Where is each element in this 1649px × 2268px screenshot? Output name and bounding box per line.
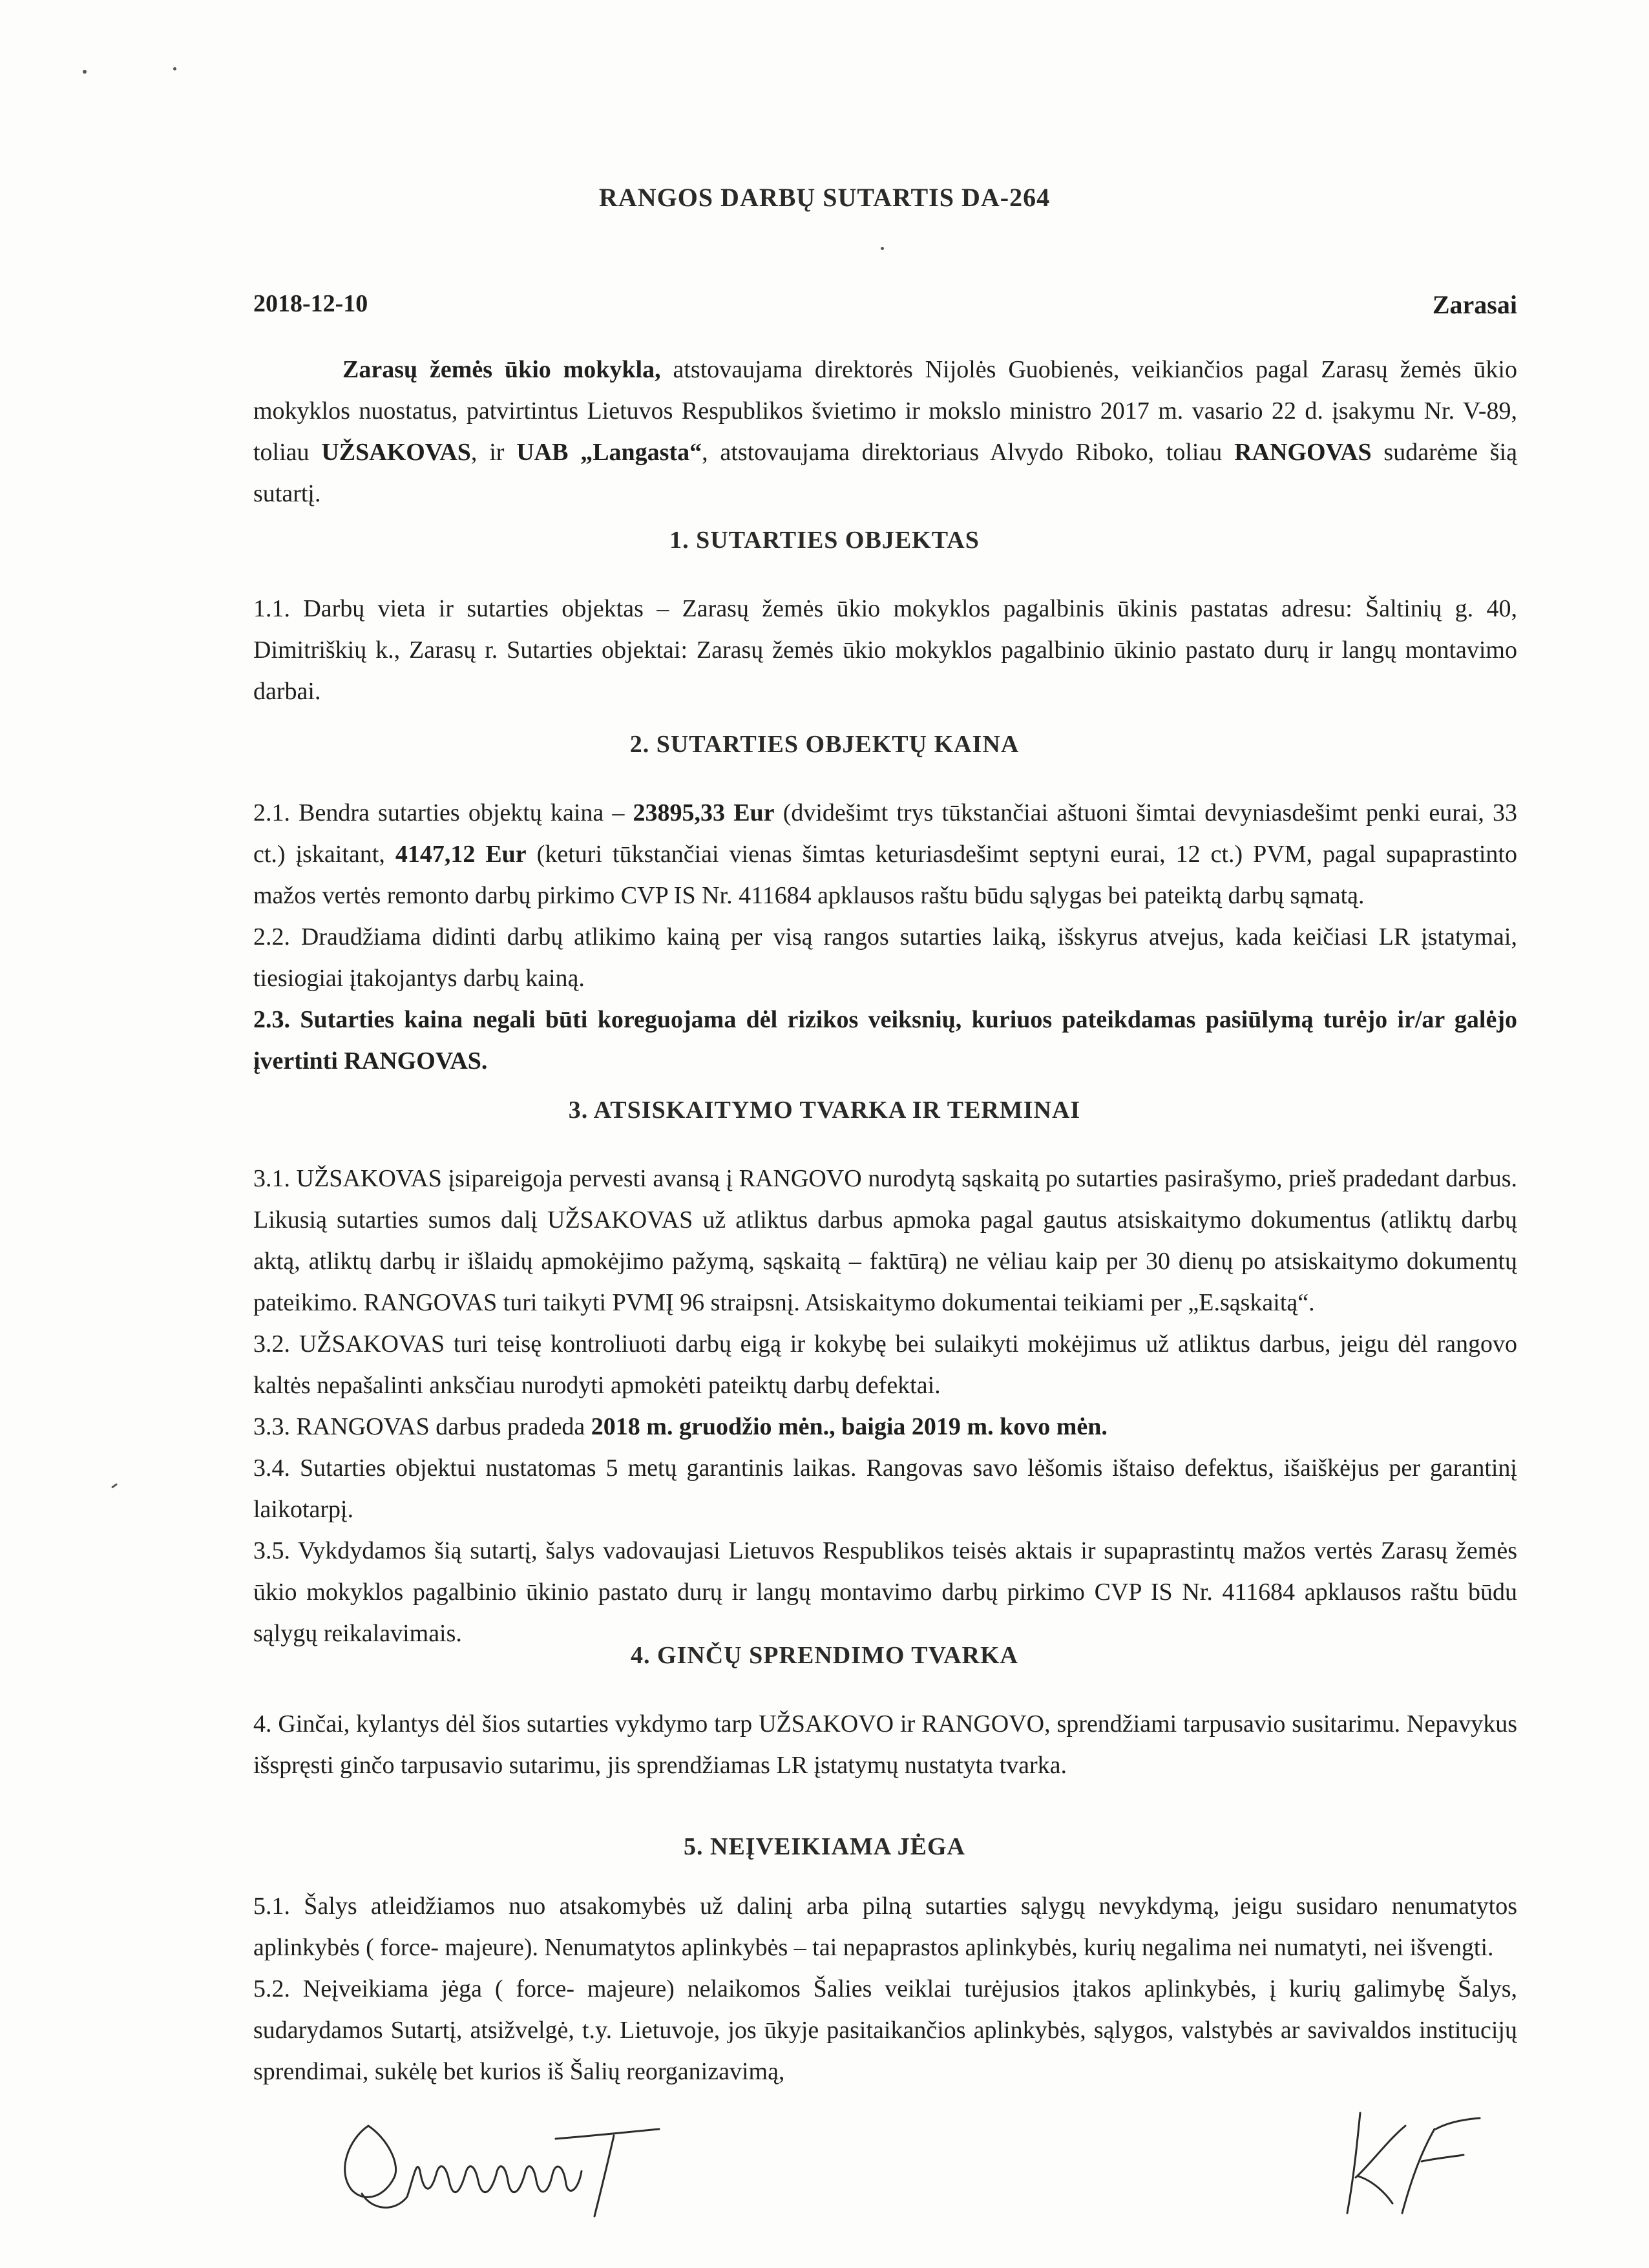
party-customer: Zarasų žemės ūkio mokykla, bbox=[342, 356, 661, 383]
scan-speck bbox=[111, 1483, 118, 1488]
scan-speck bbox=[881, 247, 884, 250]
clause-2-2: 2.2. Draudžiama didinti darbų atlikimo kainą per visą rangos sutarties laiką, išskyrus atvejus, kada keičiasi LR įstatymai, tiesiogiai įtakojantys darbų kainą. bbox=[253, 923, 1517, 992]
clause-5-1: 5.1. Šalys atleidžiamos nuo atsakomybės už dalinį arba pilną sutarties sąlygų nevykdymą, jeigu susidaro nenumatytos aplinkybės ( force- majeure). Nenumatytos aplinkybės – tai nepaprastos aplinkybės, kurių negalima nei numatyti, nei išvengti. bbox=[253, 1893, 1517, 1961]
work-end: baigia 2019 m. kovo mėn. bbox=[841, 1413, 1108, 1440]
clause-text bbox=[835, 1413, 842, 1440]
intro-text: , atstovaujama direktoriaus Alvydo Riboko, toliau bbox=[702, 439, 1235, 466]
clause-3-4: 3.4. Sutarties objektui nustatomas 5 metų garantinis laikas. Rangovas savo lėšomis ištaiso defektus, išaiškėjus per garantinį laikotarpį. bbox=[253, 1454, 1517, 1523]
intro-text: atstovaujama direktorės Nijolės Guobienės, veikiančios pagal Zarasų žemės ūkio mokyklos nuostatus, patvirtintus Lietuvos Respublikos švietimo ir mokslo ministro 2017 m. vasario 22 d. įsakymu Nr. V-89, toliau bbox=[253, 356, 1517, 466]
contractor-signature bbox=[1325, 2100, 1493, 2223]
work-start: 2018 m. gruodžio mėn., bbox=[591, 1413, 835, 1440]
clause-3-1: 3.1. UŽSAKOVAS įsipareigoja pervesti avansą į RANGOVO nurodytą sąskaitą po sutarties pasirašymo, prieš pradedant darbus. Likusią sutarties sumos dalį UŽSAKOVAS už atliktus darbus apmoka pagal gautus atsiskaitymo dokumentus (atliktų darbų aktą, atliktų darbų ir išlaidų apmokėjimo pažymą, sąskaitą – faktūrą) ne vėliau kaip per 30 dienų po atsiskaitymo dokumentų pateikimo. RANGOVAS turi taikyti PVMĮ 96 straipsnį. Atsiskaitymo dokumentai teikiami per „E.sąskaitą“. bbox=[253, 1165, 1517, 1316]
clause-3-3 bbox=[253, 1406, 1517, 1447]
scan-speck bbox=[173, 67, 176, 70]
role-contractor: RANGOVAS bbox=[1234, 439, 1372, 466]
clause-text: 3.3. RANGOVAS darbus pradeda bbox=[253, 1413, 591, 1440]
section-5-body bbox=[253, 1885, 1517, 2092]
section-5-heading: 5. NEĮVEIKIAMA JĖGA bbox=[684, 1833, 965, 1860]
clause-1-1: 1.1. Darbų vieta ir sutarties objektas – Zarasų žemės ūkio mokyklos pagalbinis ūkinis pastatas adresu: Šaltinių g. 40, Dimitriškių k., Zarasų r. Sutarties objektai: Zarasų žemės ūkio mokyklos pagalbinio ūkinio pastato durų ir langų montavimo darbai. bbox=[253, 595, 1517, 705]
role-customer: UŽSAKOVAS bbox=[321, 439, 471, 466]
clause-5-2: 5.2. Neįveikiama jėga ( force- majeure) nelaikomos Šalies veiklai turėjusios įtakos aplinkybės, į kurių galimybę Šalys, sudarydamos Sutartį, atsižvelgė, t.y. Lietuvoje, jos ūkyje pasitaikančios aplinkybės, sąlygos, valstybės ar savivaldos institucijų sprendimai, sukėlę bet kurios iš Šalių reorganizavimą, bbox=[253, 1975, 1517, 2085]
clause-3-5: 3.5. Vykdydamos šią sutartį, šalys vadovaujasi Lietuvos Respublikos teisės aktais ir supaprastintų mažos vertės Zarasų žemės ūkio mokyklos pagalbinio ūkinio pastato durų ir langų montavimo darbų pirkimo CVP IS Nr. 411684 apklausos raštu būdu sąlygų reikalavimais. bbox=[253, 1537, 1517, 1647]
vat-amount: 4147,12 Eur bbox=[395, 841, 527, 868]
contract-price: 23895,33 Eur bbox=[633, 799, 775, 826]
clause-2-1 bbox=[253, 792, 1517, 916]
section-3-heading: 3. ATSISKAITYMO TVARKA IR TERMINAI bbox=[568, 1097, 1081, 1124]
document-date: 2018-12-10 bbox=[253, 290, 368, 317]
clause-2-3: 2.3. Sutarties kaina negali būti koreguojama dėl rizikos veiksnių, kuriuos pateikdamas pasiūlymą turėjo ir/ar galėjo įvertinti RANGOVAS. bbox=[253, 1006, 1517, 1075]
section-4-heading: 4. GINČŲ SPRENDIMO TVARKA bbox=[631, 1642, 1018, 1669]
intro-text: , ir bbox=[470, 439, 517, 466]
clause-text: (keturi tūkstančiai vienas šimtas keturiasdešimt septyni eurai, 12 ct.) PVM, pagal supaprastinto mažos vertės remonto darbų pirkimo CVP IS Nr. 411684 apklausos raštu būdu sąlygas bei pateiktą darbų sąmatą. bbox=[253, 841, 1517, 909]
section-2-heading: 2. SUTARTIES OBJEKTŲ KAINA bbox=[629, 731, 1020, 758]
section-4-body bbox=[253, 1703, 1517, 1786]
document-place: Zarasai bbox=[1432, 290, 1517, 319]
section-2-body bbox=[253, 792, 1517, 1082]
section-1-heading: 1. SUTARTIES OBJEKTAS bbox=[669, 527, 980, 554]
clause-text: 2.1. Bendra sutarties objektų kaina – bbox=[253, 799, 633, 826]
document-title: RANGOS DARBŲ SUTARTIS DA-264 bbox=[598, 183, 1051, 212]
intro-text: sudarėme šią sutartį. bbox=[253, 439, 1518, 507]
section-1-body bbox=[253, 588, 1517, 712]
party-contractor: UAB „Langasta“ bbox=[516, 439, 702, 466]
clause-4: 4. Ginčai, kylantys dėl šios sutarties vykdymo tarp UŽSAKOVO ir RANGOVO, sprendžiami tarpusavio susitarimu. Nepavykus išspręsti ginčo tarpusavio sutarimu, jis sprendžiamas LR įstatymų nustatyta tvarka. bbox=[253, 1710, 1517, 1779]
intro-paragraph bbox=[253, 349, 1517, 514]
clause-3-2: 3.2. UŽSAKOVAS turi teisę kontroliuoti darbų eigą ir kokybę bei sulaikyti mokėjimus už atliktus darbus, jeigu dėl rangovo kaltės nepašalinti anksčiau nurodyti apmokėti pateiktų darbų defektai. bbox=[253, 1330, 1517, 1399]
scan-speck bbox=[83, 70, 87, 74]
clause-text: (dvidešimt trys tūkstančiai aštuoni šimtai devyniasdešimt penki eurai, 33 ct.) įskaitant, bbox=[253, 799, 1517, 868]
customer-signature bbox=[323, 2100, 685, 2223]
section-3-body bbox=[253, 1158, 1517, 1654]
